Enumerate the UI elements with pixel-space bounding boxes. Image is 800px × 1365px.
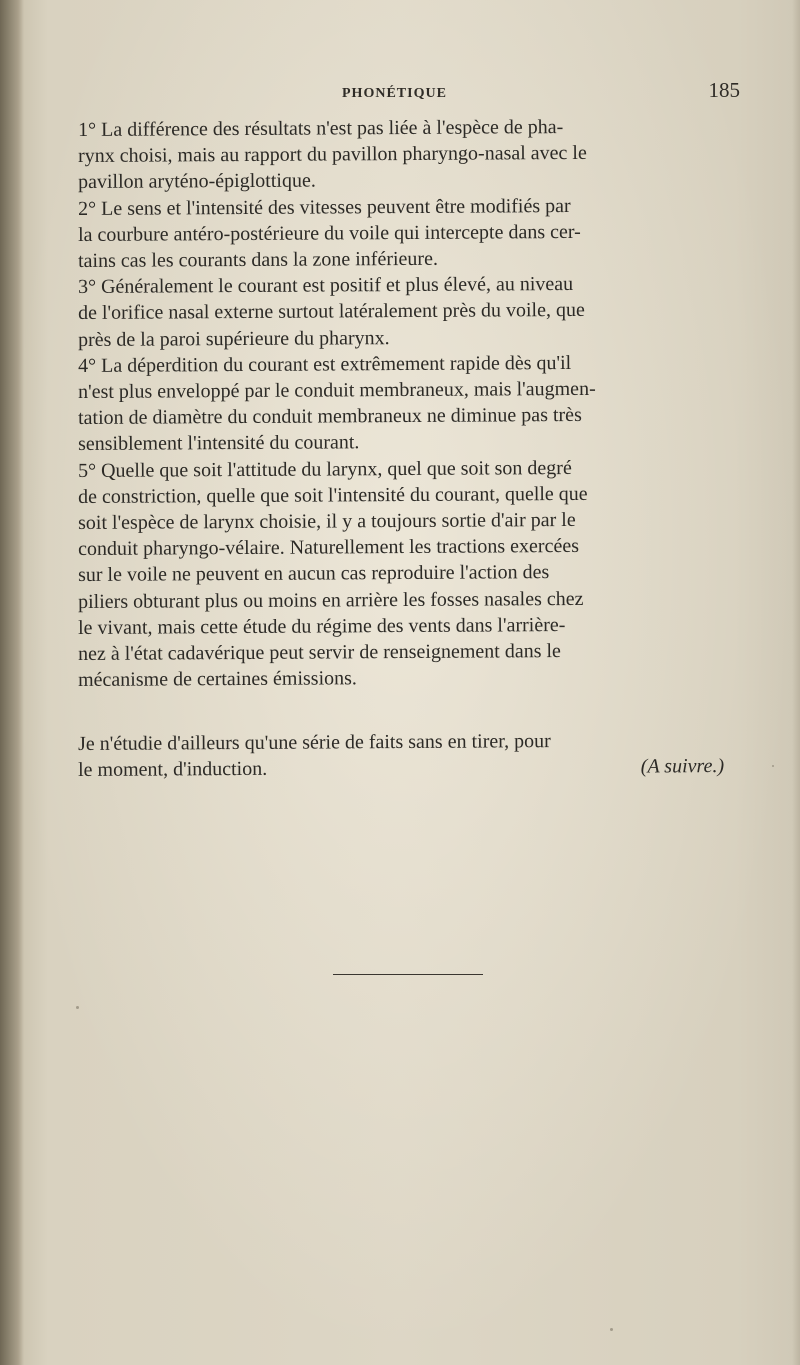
text-line: sur le voile ne peuvent en aucun cas reproduire l'action des — [78, 561, 550, 587]
text-line: la courbure antéro-postérieure du voile qui intercepte dans cer- — [78, 220, 581, 246]
text-line: n'est plus enveloppé par le conduit membraneux, mais l'augmen- — [78, 377, 596, 404]
text-line: 4° La déperdition du courant est extrêmement rapide dès qu'il — [78, 351, 572, 377]
text-line: 2° Le sens et l'intensité des vitesses peuvent être modifiés par — [78, 194, 571, 220]
text-line: mécanisme de certaines émissions. — [78, 667, 357, 692]
text-line: 1° La différence des résultats n'est pas liée à l'espèce de pha- — [78, 116, 564, 141]
running-title: PHONÉTIQUE — [342, 86, 447, 101]
text-line: pavillon aryténo-épiglottique. — [78, 169, 316, 194]
text-line: piliers obturant plus ou moins en arrière les fosses nasales chez — [78, 587, 584, 613]
text-line: tation de diamètre du conduit membraneux ne diminue pas très — [78, 404, 582, 430]
page-number: 185 — [708, 78, 740, 102]
closing-paragraph — [78, 731, 740, 783]
text-line: 5° Quelle que soit l'attitude du larynx, quel que soit son degré — [78, 456, 572, 482]
book-binding-shadow — [0, 0, 24, 1365]
closing-line: le moment, d'induction. — [78, 758, 268, 782]
text-line: le vivant, mais cette étude du régime des vents dans l'arrière- — [78, 613, 566, 639]
closing-last-line — [78, 753, 724, 783]
text-line: de l'orifice nasal externe surtout latéralement près du voile, que — [78, 299, 585, 325]
text-line: sensiblement l'intensité du courant. — [78, 431, 360, 456]
text-line: rynx choisi, mais au rapport du pavillon pharyngo-nasal avec le — [78, 142, 587, 168]
paper-speck — [772, 765, 774, 767]
text-line: tains cas les courants dans la zone inférieure. — [78, 247, 438, 273]
text-line: près de la paroi supérieure du pharynx. — [78, 326, 390, 351]
page-header — [80, 78, 740, 108]
text-line: 3° Généralement le courant est positif et plus élevé, au niveau — [78, 273, 574, 299]
paper-speck — [76, 1006, 79, 1009]
text-line: soit l'espèce de larynx choisie, il y a toujours sortie d'air par le — [78, 509, 576, 535]
closing-line: Je n'étudie d'ailleurs qu'une série de faits sans en tirer, pour — [78, 730, 551, 755]
to-be-continued: (A suivre.) — [640, 755, 725, 778]
text-line: de constriction, quelle que soit l'intensité du courant, quelle que — [78, 482, 588, 508]
text-line: nez à l'état cadavérique peut servir de renseignement dans le — [78, 640, 561, 666]
end-rule — [333, 974, 483, 975]
text-line: conduit pharyngo-vélaire. Naturellement les tractions exercées — [78, 535, 580, 561]
body-text — [78, 117, 738, 693]
paper-speck — [610, 1328, 613, 1331]
page-edge-shadow — [792, 0, 800, 1365]
